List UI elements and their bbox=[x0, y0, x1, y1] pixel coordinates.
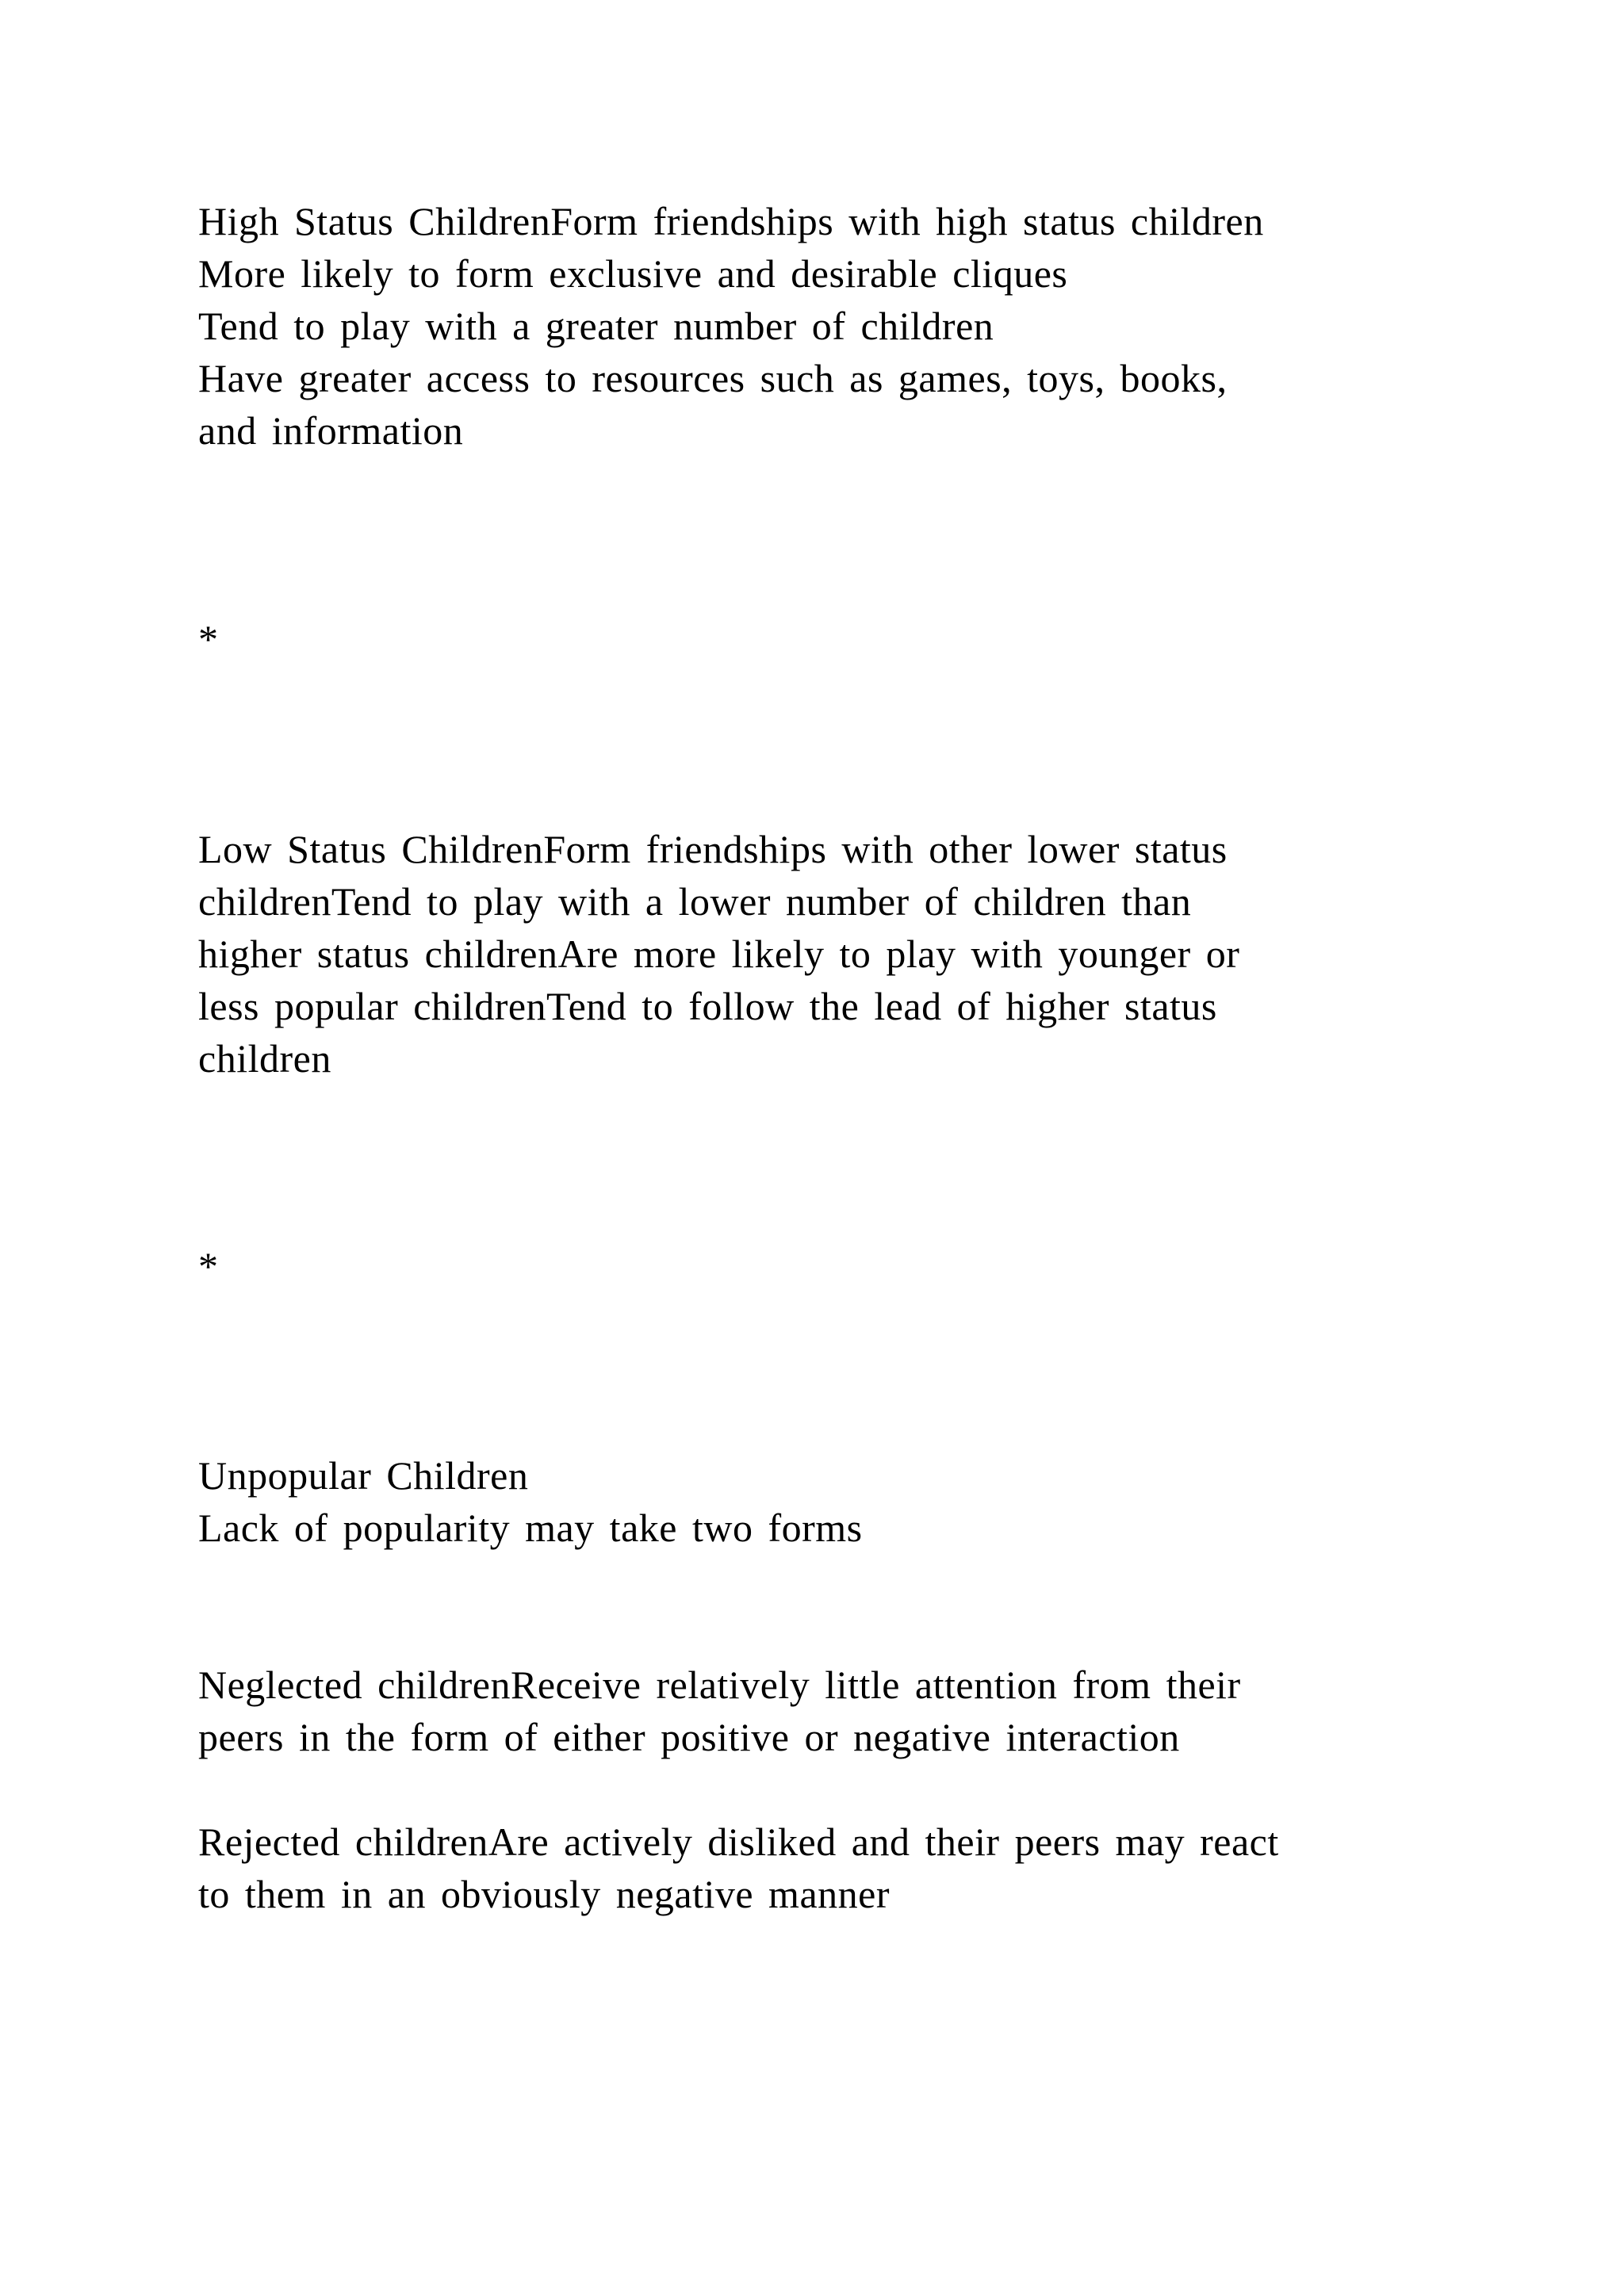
high-status-line-5: and information bbox=[198, 408, 464, 453]
low-status-section bbox=[198, 823, 1467, 1085]
low-status-line-5: children bbox=[198, 1036, 331, 1081]
unpopular-line-2: Lack of popularity may take two forms bbox=[198, 1506, 863, 1550]
low-status-line-4: less popular childrenTend to follow the lead of higher status bbox=[198, 984, 1217, 1028]
neglected-line-2: peers in the form of either positive or negative interaction bbox=[198, 1715, 1180, 1759]
high-status-line-4: Have greater access to resources such as games, toys, books, bbox=[198, 356, 1228, 400]
unpopular-heading: Unpopular Children bbox=[198, 1453, 529, 1498]
separator-asterisk-1: * bbox=[198, 617, 218, 661]
rejected-line-1: Rejected childrenAre actively disliked and their peers may react bbox=[198, 1820, 1279, 1864]
low-status-line-2: childrenTend to play with a lower number of children than bbox=[198, 879, 1192, 924]
rejected-section bbox=[198, 1816, 1467, 1920]
high-status-line-2: More likely to form exclusive and desirable cliques bbox=[198, 251, 1068, 296]
high-status-section bbox=[198, 195, 1467, 457]
neglected-section bbox=[198, 1659, 1467, 1763]
high-status-line-1: High Status ChildrenForm friendships with high status children bbox=[198, 199, 1264, 243]
unpopular-section bbox=[198, 1449, 1467, 1554]
low-status-line-3: higher status childrenAre more likely to play with younger or bbox=[198, 932, 1240, 976]
neglected-line-1: Neglected childrenReceive relatively little attention from their bbox=[198, 1663, 1241, 1707]
low-status-line-1: Low Status ChildrenForm friendships with other lower status bbox=[198, 827, 1228, 871]
separator-asterisk-2: * bbox=[198, 1244, 218, 1288]
rejected-line-2: to them in an obviously negative manner bbox=[198, 1872, 890, 1916]
high-status-line-3: Tend to play with a greater number of children bbox=[198, 304, 994, 348]
